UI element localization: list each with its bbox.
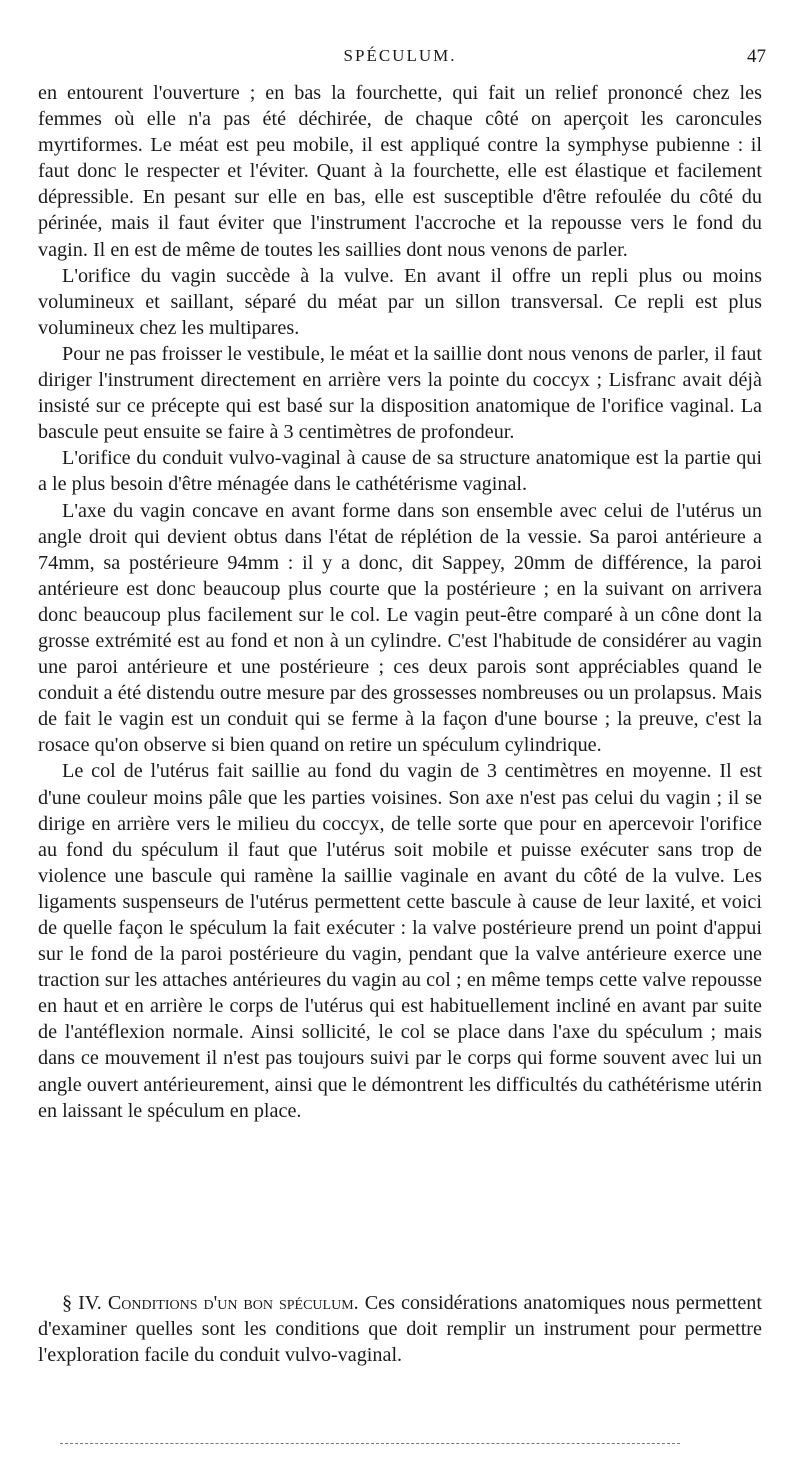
paragraph: Pour ne pas froisser le vestibule, le méat et la saillie dont nous venons de parler, il faut diriger l'instrument directement en arrière vers la pointe du coccyx ; Lisfranc avait déjà insisté sur ce précepte qui est basé sur la disposition anatomique de l'orifice vaginal. La bascule peut ensuite se faire à 3 centimètres de profondeur. — [38, 342, 762, 444]
page-number: 47 — [747, 46, 766, 67]
paragraph: L'orifice du conduit vulvo-vaginal à cause de sa structure anatomique est la partie qui a le plus besoin d'être ménagée dans le cathétérisme vaginal. — [38, 447, 762, 496]
running-title: SPÉCULUM. — [343, 46, 457, 65]
footer-rule — [60, 1443, 680, 1444]
section-iv — [38, 1290, 762, 1368]
paragraph: L'orifice du vagin succède à la vulve. En avant il offre un repli plus ou moins volumineux et saillant, séparé du méat par un sillon transversal. Ce repli est plus volumineux chez les multipares. — [38, 264, 762, 339]
body-text — [38, 80, 762, 1124]
section-text: Ces considérations anatomiques nous permettent d'examiner quelles sont les conditions que doit remplir un instrument pour permettre l'exploration facile du conduit vulvo-vaginal. — [38, 1292, 762, 1367]
section-marker: § IV. — [62, 1292, 102, 1314]
paragraph: Le col de l'utérus fait saillie au fond du vagin de 3 centimètres en moyenne. Il est d'une couleur moins pâle que les parties voisines. Son axe n'est pas celui du vagin ; il se dirige en arrière vers le milieu du coccyx, de telle sorte que pour en apercevoir l'orifice au fond du spéculum il faut que l'utérus soit mobile et puisse exécuter sans trop de violence une bascule qui ramène la saillie vaginale en avant du côté de la vulve. Les ligaments suspenseurs de l'utérus permettent cette bascule à cause de leur laxité, et voici de quelle façon le spéculum la fait exécuter : la valve postérieure prend un point d'appui sur le fond de la paroi postérieure du vagin, pendant que la valve antérieure exerce une traction sur les attaches antérieures du vagin au col ; en même temps cette valve repousse en haut et en arrière le corps de l'utérus qui est habituellement incliné en avant par suite de l'antéflexion normale. Ainsi sollicité, le col se place dans l'axe du spéculum ; mais dans ce mouvement il n'est pas toujours suivi par le corps qui forme souvent avec lui un angle ouvert antérieurement, ainsi que le démontrent les difficultés du cathétérisme utérin en laissant le spéculum en place. — [38, 760, 762, 1122]
paragraph: en entourent l'ouverture ; en bas la fourchette, qui fait un relief prononcé chez les femmes où elle n'a pas été déchirée, de chaque côté on aperçoit les caroncules myrtiformes. Le méat est peu mobile, il est appliqué contre la symphyse pubienne : il faut donc le respecter et l'éviter. Quant à la fourchette, elle est élastique et facilement dépressible. En pesant sur elle en bas, elle est susceptible d'être refoulée du côté du périnée, mais il faut éviter que l'instrument l'accroche et la repousse vers le fond du vagin. Il en est de même de toutes les saillies dont nous venons de parler. — [38, 82, 762, 261]
paragraph: L'axe du vagin concave en avant forme dans son ensemble avec celui de l'utérus un angle droit qui devient obtus dans l'état de réplétion de la vessie. Sa paroi antérieure a 74mm, sa postérieure 94mm : il y a donc, dit Sappey, 20mm de différence, la paroi antérieure est donc beaucoup plus courte que la postérieure ; en la suivant on arrivera donc beaucoup plus facilement sur le col. Le vagin peut-être comparé à un cône dont la grosse extrémité est au fond et non à un cylindre. C'est l'habitude de considérer au vagin une paroi antérieure et une postérieure ; ces deux parois sont appréciables quand le conduit a été distendu outre mesure par des grossesses nombreuses ou un prolapsus. Mais de fait le vagin est un conduit qui se ferme à la façon d'une bourse ; la preuve, c'est la rosace qu'on observe si bien quand on retire un spéculum cylindrique. — [38, 499, 762, 757]
section-heading: Conditions d'un bon spéculum. — [107, 1292, 359, 1314]
section-paragraph — [38, 1290, 762, 1368]
